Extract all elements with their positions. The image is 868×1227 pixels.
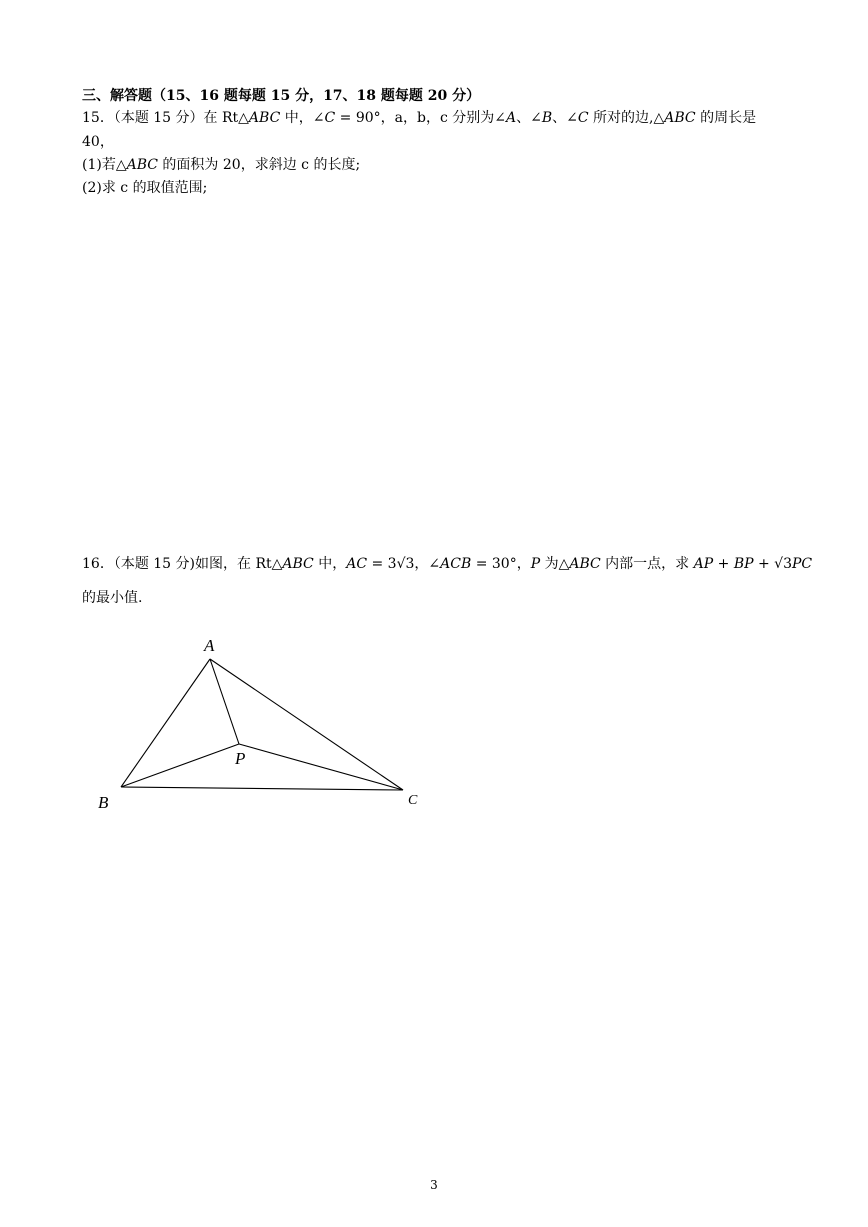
segment-pc: [239, 744, 403, 790]
triangle-figure: [90, 632, 430, 817]
q15-stem-line1: 15．（本题 15 分）在 Rt△ABC 中，∠C = 90°，a，b，c 分别为∠A、∠B、∠C 所对的边,△ABC 的周长是: [82, 110, 757, 126]
q15-part1: (1)若△ABC 的面积为 20，求斜边 c 的长度;: [82, 157, 361, 173]
label-c: C: [408, 793, 418, 808]
label-p: P: [235, 749, 246, 768]
q16-stem-line2: 的最小值.: [82, 590, 143, 606]
page-number: 3: [430, 1178, 438, 1192]
label-b: B: [98, 793, 109, 812]
segment-bc: [121, 787, 403, 790]
section-heading: 三、解答题（15、16 题每题 15 分，17、18 题每题 20 分）: [82, 88, 481, 104]
q15-stem-line2: 40，: [82, 134, 114, 150]
triangle-diagram: [90, 632, 430, 817]
q15-part2: (2)求 c 的取值范围;: [82, 180, 208, 196]
segment-bp: [121, 744, 239, 787]
segment-ac: [210, 659, 403, 790]
label-a: A: [204, 636, 215, 655]
segment-ab: [121, 659, 210, 787]
q16-stem-line1: 16．（本题 15 分)如图，在 Rt△ABC 中，AC = 3√3，∠ACB = 30°，P 为△ABC 内部一点，求 AP + BP + √3PC: [82, 556, 813, 572]
segment-ap: [210, 659, 239, 744]
